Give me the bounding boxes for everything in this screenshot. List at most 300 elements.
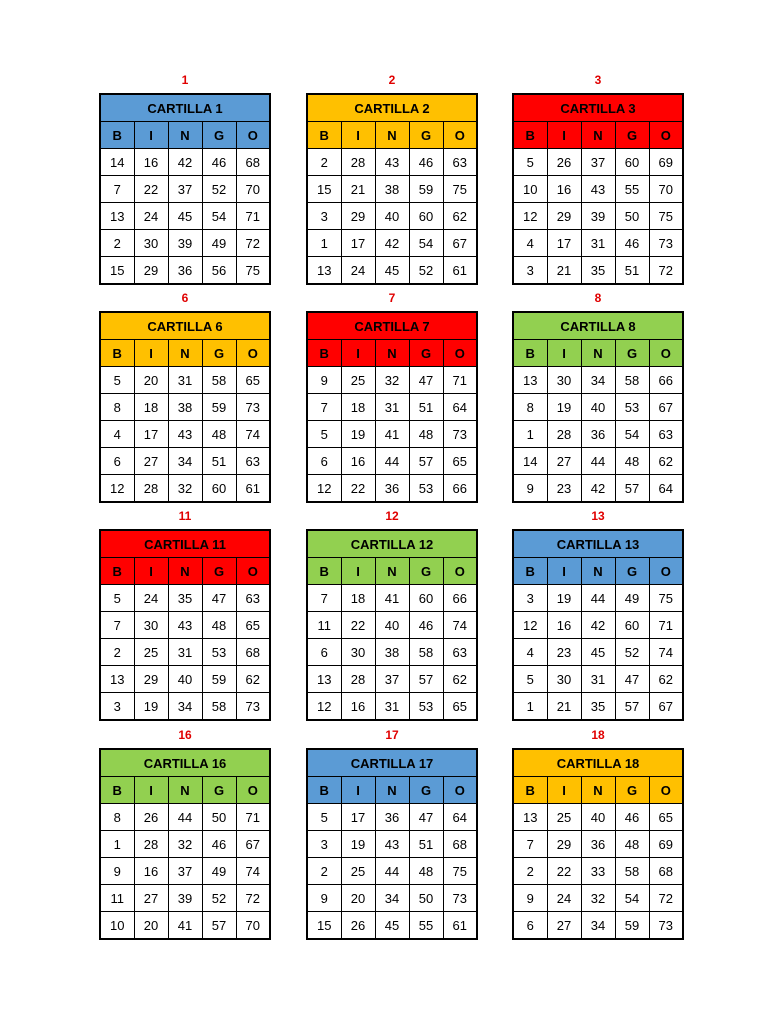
card-cell: 71 bbox=[236, 203, 270, 230]
card-cell: 3 bbox=[307, 831, 341, 858]
card-cell: 2 bbox=[513, 858, 547, 885]
card-cell: 13 bbox=[100, 203, 134, 230]
card-cell: 48 bbox=[615, 448, 649, 475]
card-cell: 24 bbox=[547, 885, 581, 912]
card-cell: 6 bbox=[307, 639, 341, 666]
card-cell: 26 bbox=[134, 804, 168, 831]
card-title: CARTILLA 17 bbox=[307, 749, 477, 777]
card-cell: 45 bbox=[375, 912, 409, 940]
card-row bbox=[100, 585, 270, 612]
card-cell: 43 bbox=[375, 149, 409, 176]
card-cell: 63 bbox=[443, 639, 477, 666]
card-cell: 30 bbox=[134, 612, 168, 639]
card-row bbox=[100, 693, 270, 721]
card-row bbox=[100, 257, 270, 285]
card-cell: 30 bbox=[341, 639, 375, 666]
card-cell: 11 bbox=[100, 885, 134, 912]
card-cell: 28 bbox=[547, 421, 581, 448]
card-cell: 2 bbox=[100, 639, 134, 666]
card-cell: 21 bbox=[547, 693, 581, 721]
card-row bbox=[100, 612, 270, 639]
card-cell: 50 bbox=[615, 203, 649, 230]
bingo-letter: N bbox=[375, 558, 409, 585]
bingo-letter: G bbox=[409, 777, 443, 804]
card-cell: 22 bbox=[134, 176, 168, 203]
bingo-letter: O bbox=[649, 122, 683, 149]
card-cell: 48 bbox=[202, 612, 236, 639]
card-cell: 57 bbox=[202, 912, 236, 940]
bingo-letter: I bbox=[547, 558, 581, 585]
card-cell: 74 bbox=[236, 421, 270, 448]
card-row bbox=[307, 612, 477, 639]
card-table bbox=[512, 311, 684, 503]
bingo-card bbox=[306, 727, 478, 940]
card-cell: 53 bbox=[409, 475, 443, 503]
card-cell: 40 bbox=[375, 203, 409, 230]
card-cell: 21 bbox=[547, 257, 581, 285]
card-cell: 62 bbox=[649, 448, 683, 475]
card-cell: 26 bbox=[547, 149, 581, 176]
card-cell: 58 bbox=[615, 367, 649, 394]
card-cell: 71 bbox=[443, 367, 477, 394]
card-cell: 41 bbox=[375, 585, 409, 612]
card-cell: 16 bbox=[547, 612, 581, 639]
card-table bbox=[99, 93, 271, 285]
card-cell: 25 bbox=[341, 858, 375, 885]
bingo-letter: O bbox=[649, 777, 683, 804]
card-cell: 74 bbox=[236, 858, 270, 885]
bingo-letter: B bbox=[307, 122, 341, 149]
card-cell: 5 bbox=[100, 585, 134, 612]
card-cell: 13 bbox=[513, 804, 547, 831]
card-cell: 28 bbox=[341, 149, 375, 176]
card-cell: 72 bbox=[649, 257, 683, 285]
card-cell: 49 bbox=[202, 230, 236, 257]
card-cell: 43 bbox=[168, 421, 202, 448]
card-cell: 20 bbox=[134, 912, 168, 940]
bingo-letter: N bbox=[168, 558, 202, 585]
card-cell: 57 bbox=[615, 693, 649, 721]
bingo-letter: N bbox=[375, 340, 409, 367]
card-cell: 47 bbox=[615, 666, 649, 693]
card-cell: 13 bbox=[513, 367, 547, 394]
card-cell: 58 bbox=[202, 367, 236, 394]
card-cell: 58 bbox=[615, 858, 649, 885]
card-row bbox=[513, 394, 683, 421]
card-cell: 31 bbox=[168, 367, 202, 394]
card-cell: 57 bbox=[615, 475, 649, 503]
card-cell: 4 bbox=[513, 230, 547, 257]
card-cell: 7 bbox=[307, 585, 341, 612]
card-cell: 36 bbox=[375, 475, 409, 503]
card-cell: 46 bbox=[615, 230, 649, 257]
bingo-letter: G bbox=[409, 122, 443, 149]
card-cell: 49 bbox=[615, 585, 649, 612]
card-cell: 31 bbox=[375, 693, 409, 721]
card-row bbox=[100, 367, 270, 394]
card-cell: 40 bbox=[168, 666, 202, 693]
card-row bbox=[307, 421, 477, 448]
card-cell: 53 bbox=[409, 693, 443, 721]
card-cell: 60 bbox=[409, 203, 443, 230]
card-cell: 34 bbox=[375, 885, 409, 912]
card-row bbox=[513, 421, 683, 448]
bingo-letter: N bbox=[581, 558, 615, 585]
card-cell: 3 bbox=[513, 257, 547, 285]
bingo-letter: G bbox=[202, 340, 236, 367]
bingo-letter: O bbox=[443, 777, 477, 804]
card-row bbox=[513, 230, 683, 257]
card-cell: 64 bbox=[649, 475, 683, 503]
card-cell: 60 bbox=[409, 585, 443, 612]
bingo-letter-row bbox=[100, 122, 270, 149]
card-cell: 61 bbox=[443, 912, 477, 940]
card-cell: 54 bbox=[615, 421, 649, 448]
card-row bbox=[513, 693, 683, 721]
bingo-letter: I bbox=[134, 340, 168, 367]
card-row bbox=[307, 257, 477, 285]
card-title: CARTILLA 18 bbox=[513, 749, 683, 777]
card-cell: 48 bbox=[615, 831, 649, 858]
card-number: 3 bbox=[594, 73, 602, 87]
card-cell: 65 bbox=[236, 367, 270, 394]
card-cell: 75 bbox=[236, 257, 270, 285]
card-cell: 6 bbox=[100, 448, 134, 475]
card-cell: 7 bbox=[100, 176, 134, 203]
card-cell: 65 bbox=[236, 612, 270, 639]
bingo-letter: B bbox=[100, 558, 134, 585]
card-cell: 60 bbox=[202, 475, 236, 503]
card-cell: 66 bbox=[649, 367, 683, 394]
card-cell: 11 bbox=[307, 612, 341, 639]
card-cell: 33 bbox=[581, 858, 615, 885]
card-cell: 13 bbox=[307, 666, 341, 693]
card-title: CARTILLA 6 bbox=[100, 312, 270, 340]
card-cell: 67 bbox=[649, 693, 683, 721]
card-cell: 5 bbox=[307, 804, 341, 831]
card-row bbox=[307, 885, 477, 912]
card-cell: 9 bbox=[100, 858, 134, 885]
card-row bbox=[513, 448, 683, 475]
card-cell: 31 bbox=[375, 394, 409, 421]
bingo-letter-row bbox=[307, 558, 477, 585]
card-title-row bbox=[100, 312, 270, 340]
card-cell: 14 bbox=[513, 448, 547, 475]
card-cell: 65 bbox=[649, 804, 683, 831]
card-row bbox=[307, 831, 477, 858]
bingo-letter: I bbox=[341, 340, 375, 367]
card-row bbox=[513, 666, 683, 693]
card-cell: 2 bbox=[307, 149, 341, 176]
card-cell: 30 bbox=[547, 367, 581, 394]
card-cell: 10 bbox=[100, 912, 134, 940]
card-cell: 25 bbox=[341, 367, 375, 394]
bingo-letter: O bbox=[649, 340, 683, 367]
card-cell: 12 bbox=[513, 203, 547, 230]
card-row bbox=[513, 639, 683, 666]
card-cell: 7 bbox=[307, 394, 341, 421]
card-cell: 16 bbox=[134, 858, 168, 885]
card-cell: 22 bbox=[341, 612, 375, 639]
bingo-letter: I bbox=[341, 558, 375, 585]
bingo-letter: B bbox=[307, 558, 341, 585]
card-cell: 3 bbox=[307, 203, 341, 230]
card-cell: 72 bbox=[236, 885, 270, 912]
card-row bbox=[307, 804, 477, 831]
card-cell: 45 bbox=[168, 203, 202, 230]
card-number: 18 bbox=[591, 728, 605, 742]
card-row bbox=[513, 367, 683, 394]
card-cell: 68 bbox=[236, 639, 270, 666]
card-cell: 75 bbox=[443, 858, 477, 885]
card-title: CARTILLA 7 bbox=[307, 312, 477, 340]
card-row bbox=[307, 149, 477, 176]
card-cell: 73 bbox=[443, 885, 477, 912]
card-cell: 75 bbox=[443, 176, 477, 203]
card-cell: 31 bbox=[168, 639, 202, 666]
card-cell: 74 bbox=[443, 612, 477, 639]
card-cell: 5 bbox=[513, 149, 547, 176]
bingo-card bbox=[306, 508, 478, 721]
card-cell: 12 bbox=[307, 693, 341, 721]
card-cell: 7 bbox=[513, 831, 547, 858]
card-row bbox=[100, 885, 270, 912]
card-cell: 35 bbox=[581, 693, 615, 721]
card-cell: 44 bbox=[375, 858, 409, 885]
card-title-row bbox=[100, 94, 270, 122]
card-cell: 4 bbox=[513, 639, 547, 666]
card-cell: 37 bbox=[375, 666, 409, 693]
card-cell: 48 bbox=[202, 421, 236, 448]
card-row bbox=[100, 448, 270, 475]
card-cell: 51 bbox=[202, 448, 236, 475]
card-cell: 3 bbox=[100, 693, 134, 721]
card-title: CARTILLA 8 bbox=[513, 312, 683, 340]
card-cell: 46 bbox=[202, 149, 236, 176]
card-number: 8 bbox=[594, 291, 602, 305]
card-cell: 24 bbox=[134, 585, 168, 612]
bingo-letter: N bbox=[581, 340, 615, 367]
card-cell: 52 bbox=[615, 639, 649, 666]
bingo-card bbox=[512, 72, 684, 285]
bingo-letter: B bbox=[100, 340, 134, 367]
bingo-letter: B bbox=[513, 777, 547, 804]
card-row bbox=[513, 912, 683, 940]
card-cell: 68 bbox=[443, 831, 477, 858]
card-cell: 15 bbox=[307, 176, 341, 203]
card-cell: 37 bbox=[168, 176, 202, 203]
card-cell: 7 bbox=[100, 612, 134, 639]
card-title-row bbox=[100, 749, 270, 777]
bingo-card bbox=[99, 72, 271, 285]
bingo-letter: G bbox=[615, 122, 649, 149]
card-cell: 35 bbox=[168, 585, 202, 612]
card-row bbox=[307, 203, 477, 230]
card-cell: 52 bbox=[202, 885, 236, 912]
card-title: CARTILLA 16 bbox=[100, 749, 270, 777]
card-row bbox=[307, 475, 477, 503]
card-table bbox=[512, 93, 684, 285]
card-row bbox=[307, 448, 477, 475]
card-cell: 21 bbox=[341, 176, 375, 203]
bingo-letter: O bbox=[236, 122, 270, 149]
bingo-letter: B bbox=[307, 340, 341, 367]
card-cell: 28 bbox=[134, 831, 168, 858]
card-cell: 22 bbox=[341, 475, 375, 503]
card-cell: 36 bbox=[581, 421, 615, 448]
bingo-letter-row bbox=[100, 777, 270, 804]
card-cell: 29 bbox=[547, 831, 581, 858]
card-cell: 12 bbox=[513, 612, 547, 639]
card-cell: 44 bbox=[168, 804, 202, 831]
card-cell: 27 bbox=[134, 448, 168, 475]
bingo-letter: N bbox=[168, 777, 202, 804]
card-cell: 47 bbox=[202, 585, 236, 612]
card-cell: 34 bbox=[581, 367, 615, 394]
card-cell: 8 bbox=[513, 394, 547, 421]
card-row bbox=[307, 912, 477, 940]
card-cell: 50 bbox=[409, 885, 443, 912]
card-cell: 29 bbox=[341, 203, 375, 230]
card-cell: 23 bbox=[547, 475, 581, 503]
card-cell: 48 bbox=[409, 858, 443, 885]
bingo-letter-row bbox=[513, 122, 683, 149]
card-cell: 17 bbox=[341, 230, 375, 257]
card-row bbox=[513, 612, 683, 639]
card-cell: 54 bbox=[202, 203, 236, 230]
card-cell: 59 bbox=[409, 176, 443, 203]
card-cell: 71 bbox=[649, 612, 683, 639]
card-cell: 63 bbox=[236, 585, 270, 612]
card-cell: 51 bbox=[615, 257, 649, 285]
card-cell: 51 bbox=[409, 831, 443, 858]
card-cell: 13 bbox=[100, 666, 134, 693]
card-table bbox=[512, 748, 684, 940]
card-cell: 27 bbox=[547, 448, 581, 475]
card-cell: 54 bbox=[615, 885, 649, 912]
card-cell: 8 bbox=[100, 394, 134, 421]
card-cell: 44 bbox=[581, 585, 615, 612]
card-row bbox=[513, 203, 683, 230]
card-number: 1 bbox=[181, 73, 189, 87]
card-cell: 34 bbox=[581, 912, 615, 940]
card-cell: 42 bbox=[375, 230, 409, 257]
card-row bbox=[100, 421, 270, 448]
card-cell: 47 bbox=[409, 804, 443, 831]
bingo-letter: B bbox=[513, 558, 547, 585]
card-cell: 31 bbox=[581, 666, 615, 693]
card-cell: 32 bbox=[168, 831, 202, 858]
card-cell: 25 bbox=[134, 639, 168, 666]
card-cell: 5 bbox=[100, 367, 134, 394]
card-table bbox=[99, 529, 271, 721]
card-cell: 73 bbox=[649, 230, 683, 257]
card-cell: 15 bbox=[100, 257, 134, 285]
card-cell: 36 bbox=[581, 831, 615, 858]
card-cell: 30 bbox=[134, 230, 168, 257]
card-cell: 41 bbox=[375, 421, 409, 448]
card-cell: 70 bbox=[649, 176, 683, 203]
card-cell: 16 bbox=[547, 176, 581, 203]
card-row bbox=[307, 176, 477, 203]
card-title: CARTILLA 12 bbox=[307, 530, 477, 558]
card-cell: 45 bbox=[581, 639, 615, 666]
card-cell: 27 bbox=[134, 885, 168, 912]
card-cell: 73 bbox=[236, 693, 270, 721]
card-title-row bbox=[100, 530, 270, 558]
card-cell: 42 bbox=[581, 475, 615, 503]
card-row bbox=[513, 475, 683, 503]
card-cell: 3 bbox=[513, 585, 547, 612]
card-cell: 46 bbox=[202, 831, 236, 858]
card-table bbox=[306, 311, 478, 503]
card-row bbox=[307, 693, 477, 721]
card-cell: 71 bbox=[236, 804, 270, 831]
card-cell: 6 bbox=[513, 912, 547, 940]
card-cell: 1 bbox=[513, 421, 547, 448]
card-cell: 19 bbox=[134, 693, 168, 721]
card-title: CARTILLA 13 bbox=[513, 530, 683, 558]
card-cell: 69 bbox=[649, 831, 683, 858]
card-cell: 39 bbox=[581, 203, 615, 230]
card-row bbox=[513, 858, 683, 885]
card-cell: 50 bbox=[202, 804, 236, 831]
card-cell: 5 bbox=[513, 666, 547, 693]
card-cell: 43 bbox=[168, 612, 202, 639]
card-cell: 63 bbox=[649, 421, 683, 448]
card-cell: 16 bbox=[341, 693, 375, 721]
bingo-letter: O bbox=[443, 340, 477, 367]
card-cell: 62 bbox=[236, 666, 270, 693]
card-cell: 18 bbox=[134, 394, 168, 421]
bingo-letter-row bbox=[513, 558, 683, 585]
card-title-row bbox=[513, 530, 683, 558]
bingo-letter-row bbox=[307, 340, 477, 367]
card-cell: 34 bbox=[168, 448, 202, 475]
card-cell: 29 bbox=[547, 203, 581, 230]
card-cell: 59 bbox=[615, 912, 649, 940]
bingo-card bbox=[512, 290, 684, 503]
card-cell: 32 bbox=[581, 885, 615, 912]
card-cell: 41 bbox=[168, 912, 202, 940]
card-cell: 55 bbox=[615, 176, 649, 203]
bingo-letter: I bbox=[547, 777, 581, 804]
bingo-letter: N bbox=[375, 777, 409, 804]
card-cell: 62 bbox=[649, 666, 683, 693]
card-cell: 13 bbox=[307, 257, 341, 285]
card-cell: 24 bbox=[341, 257, 375, 285]
card-cell: 62 bbox=[443, 203, 477, 230]
bingo-letter: B bbox=[307, 777, 341, 804]
card-cell: 9 bbox=[307, 885, 341, 912]
card-cell: 74 bbox=[649, 639, 683, 666]
card-cell: 9 bbox=[513, 475, 547, 503]
card-row bbox=[513, 885, 683, 912]
card-cell: 28 bbox=[341, 666, 375, 693]
card-cell: 63 bbox=[443, 149, 477, 176]
bingo-card bbox=[512, 727, 684, 940]
card-row bbox=[100, 230, 270, 257]
bingo-letter: N bbox=[581, 777, 615, 804]
card-row bbox=[513, 176, 683, 203]
card-cell: 53 bbox=[615, 394, 649, 421]
card-title: CARTILLA 2 bbox=[307, 94, 477, 122]
card-cell: 1 bbox=[513, 693, 547, 721]
card-cell: 59 bbox=[202, 666, 236, 693]
bingo-letter: O bbox=[236, 340, 270, 367]
card-row bbox=[100, 203, 270, 230]
card-cell: 43 bbox=[375, 831, 409, 858]
